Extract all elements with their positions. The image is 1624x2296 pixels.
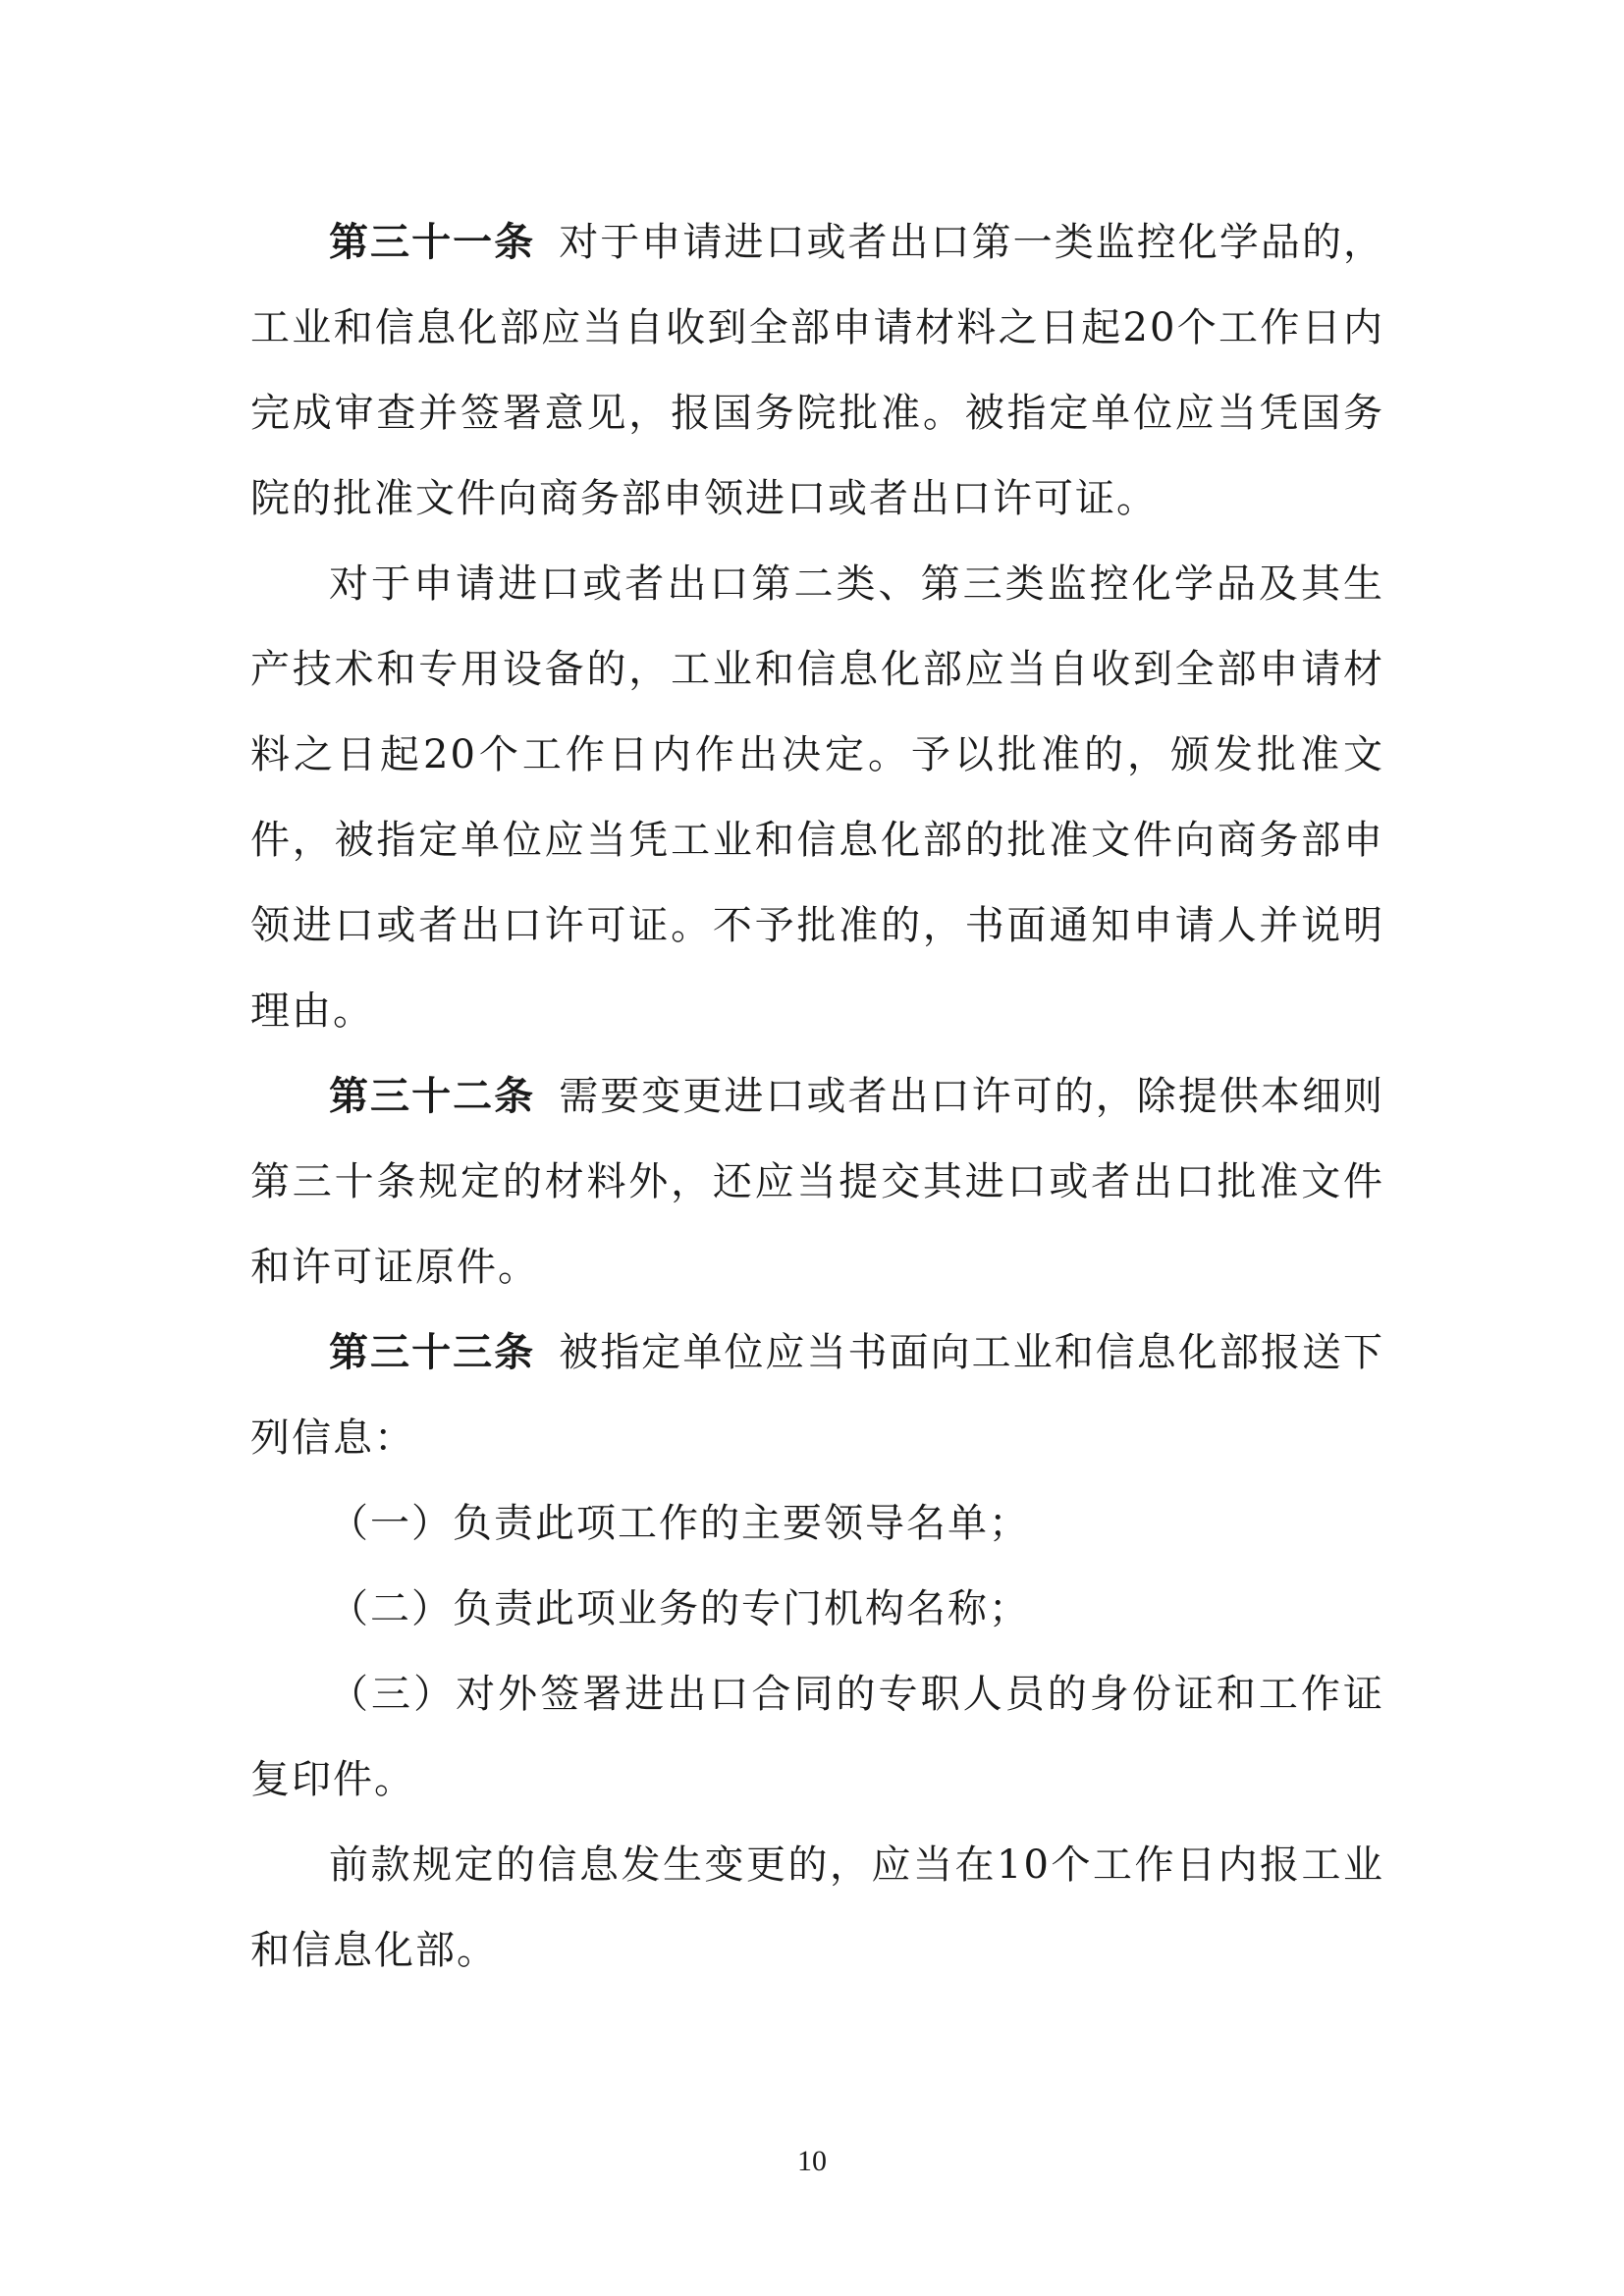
list-item-2	[250, 1567, 1384, 1652]
article-33-paragraph	[250, 1310, 1384, 1481]
list-item-3-text: （三）对外签署进出口合同的专职人员的身份证和工作证复印件。	[250, 1672, 1384, 1802]
article-33-label: 第三十三条	[329, 1330, 536, 1375]
list-item-2-text: （二）负责此项业务的专门机构名称；	[329, 1586, 1030, 1631]
article-31-second-paragraph	[250, 542, 1384, 1054]
document-body	[250, 200, 1384, 1994]
list-item-3	[250, 1652, 1384, 1823]
article-31-second-text: 对于申请进口或者出口第二类、第三类监控化学品及其生产技术和专用设备的，工业和信息化部应当自收到全部申请材料之日起20个工作日内作出决定。予以批准的，颁发批准文件，被指定单位应当凭工业和信息化部的批准文件向商务部申领进口或者出口许可证。不予批准的，书面通知申请人并说明理由。	[250, 561, 1384, 1034]
article-33-text: 被指定单位应当书面向工业和信息化部报送下列信息：	[250, 1330, 1385, 1461]
article-31-paragraph	[250, 200, 1384, 542]
article-31-text: 对于申请进口或者出口第一类监控化学品的，工业和信息化部应当自收到全部申请材料之日起20个工作日内完成审查并签署意见，报国务院批准。被指定单位应当凭国务院的批准文件向商务部申领进口或者出口许可证。	[250, 220, 1385, 521]
article-32-text: 需要变更进口或者出口许可的，除提供本细则第三十条规定的材料外，还应当提交其进口或者出口批准文件和许可证原件。	[250, 1074, 1385, 1290]
article-33-closing-paragraph	[250, 1823, 1384, 1994]
list-item-1-text: （一）负责此项工作的主要领导名单；	[329, 1501, 1030, 1546]
article-32-paragraph	[250, 1054, 1384, 1310]
article-32-label: 第三十二条	[329, 1074, 536, 1119]
article-31-label: 第三十一条	[329, 220, 536, 265]
article-33-closing-text: 前款规定的信息发生变更的，应当在10个工作日内报工业和信息化部。	[250, 1842, 1384, 1973]
page-number: 10	[797, 2145, 827, 2177]
list-item-1	[250, 1481, 1384, 1567]
